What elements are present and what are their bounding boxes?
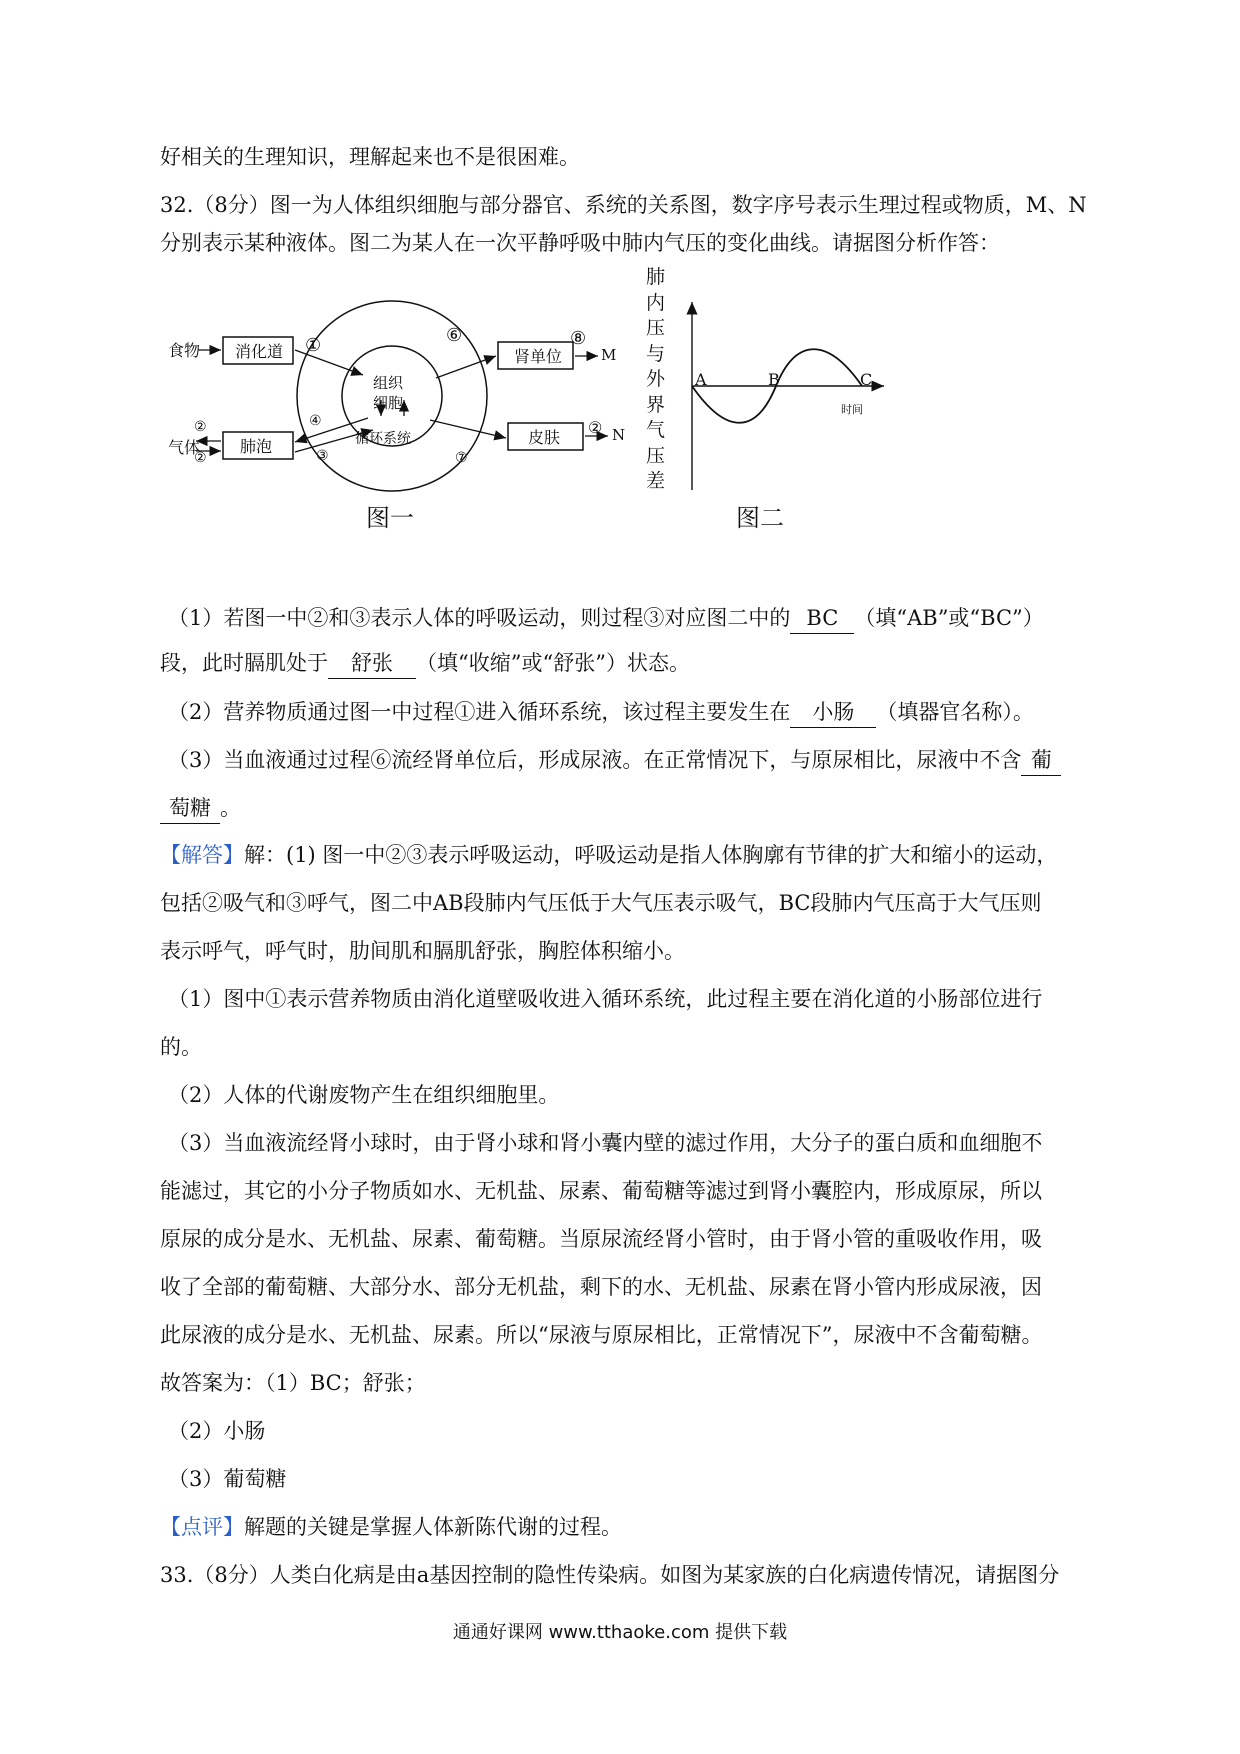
footer: 通通好课网 www.tthaoke.com 提供下载 [452,1622,788,1643]
figures-area [168,266,1068,590]
point-c: C [860,370,873,389]
text-line: 好相关的生理知识，理解起来也不是很困难。 [160,145,580,169]
skin-label: 皮肤 [528,428,561,447]
answer-small-intestine: 小肠 [790,697,876,728]
circulation-label: 循环系统 [355,431,411,447]
answer-line-8: 能滤过，其它的小分子物质如水、无机盐、尿素、葡萄糖等滤过到肾小囊腔内，形成原尿，所以 [160,1179,1042,1203]
marker-2a: ② [194,419,207,435]
question-3-line-1: （3）当血液通过过程⑥流经肾单位后，形成尿液。在正常情况下，与原尿相比，尿液中不含 葡 [168,745,1061,776]
question-1-line-1: （1）若图一中②和③表示人体的呼吸运动，则过程③对应图二中的 BC （填“AB”或“BC”） [168,603,1044,634]
answer-glucose-a: 葡 [1021,745,1061,776]
label-n: N [612,426,626,444]
comment-line: 【点评】解题的关键是掌握人体新陈代谢的过程。 [160,1515,622,1539]
question-33-title: 33.（8分）人类白化病是由a基因控制的隐性传染病。如图为某家族的白化病遗传情况，请据图分 [160,1563,1060,1587]
answer-line-4: （1）图中①表示营养物质由消化道壁吸收进入循环系统，此过程主要在消化道的小肠部位进行 [168,987,1043,1011]
answer-line-7: （3）当血液流经肾小球时，由于肾小球和肾小囊内壁的滤过作用，大分子的蛋白质和血细胞不 [168,1131,1043,1155]
answer-line-14: （3）葡萄糖 [168,1467,287,1491]
figure-2-caption: 图二 [736,504,784,532]
text-line: 分别表示某种液体。图二为某人在一次平静呼吸中肺内气压的变化曲线。请据图分析作答： [160,231,1000,255]
tissue-label-1: 组织 [373,374,404,392]
digestive-label: 消化道 [235,342,284,361]
answer-line-3: 表示呼气，呼气时，肋间肌和膈肌舒张，胸腔体积缩小。 [160,939,685,963]
marker-4: ④ [309,413,322,429]
figure-2-ylabel: 肺 内 压 与 外 界 气 压 差 [646,266,666,492]
question-32-title: 32.（8分）图一为人体组织细胞与部分器官、系统的关系图，数字序号表示生理过程或物质，M、N [160,193,1087,217]
kidney-label: 肾单位 [514,347,563,366]
question-3-line-2: 萄糖 。 [160,793,241,824]
answer-line-9: 原尿的成分是水、无机盐、尿素、葡萄糖。当原尿流经肾小管时，由于肾小管的重吸收作用，吸 [160,1227,1042,1251]
answer-tag: 【解答】 [160,843,244,867]
answer-line-1: 【解答】解：(1) 图一中②③表示呼吸运动，呼吸运动是指人体胸廓有节律的扩大和缩小的运动， [160,843,1058,867]
answer-line-2: 包括②吸气和③呼气，图二中AB段肺内气压低于大气压表示吸气，BC段肺内气压高于大气压则 [160,891,1042,915]
answer-line-5: 的。 [160,1035,202,1059]
marker-6: ⑥ [446,325,463,346]
answer-bc: BC [790,603,854,634]
answer-glucose-b: 萄糖 [160,793,220,824]
point-a: A [695,370,707,389]
food-label: 食物 [168,341,201,360]
answer-line-12: 故答案为：（1）BC；舒张； [160,1371,426,1395]
marker-1: ① [305,335,322,356]
comment-tag: 【点评】 [160,1515,244,1539]
question-2-line: （2）营养物质通过图一中过程①进入循环系统，该过程主要发生在 小肠 （填器官名称）。 [168,697,1034,728]
point-b: B [768,370,780,389]
marker-3: ③ [316,448,329,464]
question-1-line-2: 段，此时膈肌处于 舒张 （填“收缩”或“舒张”）状态。 [160,648,690,679]
x-axis-label: 时间 [841,403,863,416]
figure-1-caption: 图一 [366,504,414,532]
marker-2b: ② [194,450,207,466]
answer-line-13: （2）小肠 [168,1419,266,1443]
answer-relaxed: 舒张 [328,648,416,679]
label-m: M [601,346,617,364]
answer-line-6: （2）人体的代谢废物产生在组织细胞里。 [168,1083,560,1107]
marker-8: ⑧ [570,328,587,349]
gas-label: 气体 [168,438,201,457]
answer-line-10: 收了全部的葡萄糖、大部分水、部分无机盐，剩下的水、无机盐、尿素在肾小管内形成尿液，因 [160,1275,1042,1299]
tissue-label-2: 细胞 [373,394,404,412]
marker-7: ⑦ [455,450,468,466]
answer-line-11: 此尿液的成分是水、无机盐、尿素。所以“尿液与原尿相比，正常情况下”，尿液中不含葡萄糖。 [160,1323,1043,1347]
alveoli-label: 肺泡 [240,437,273,456]
marker-skin: ② [588,418,603,437]
